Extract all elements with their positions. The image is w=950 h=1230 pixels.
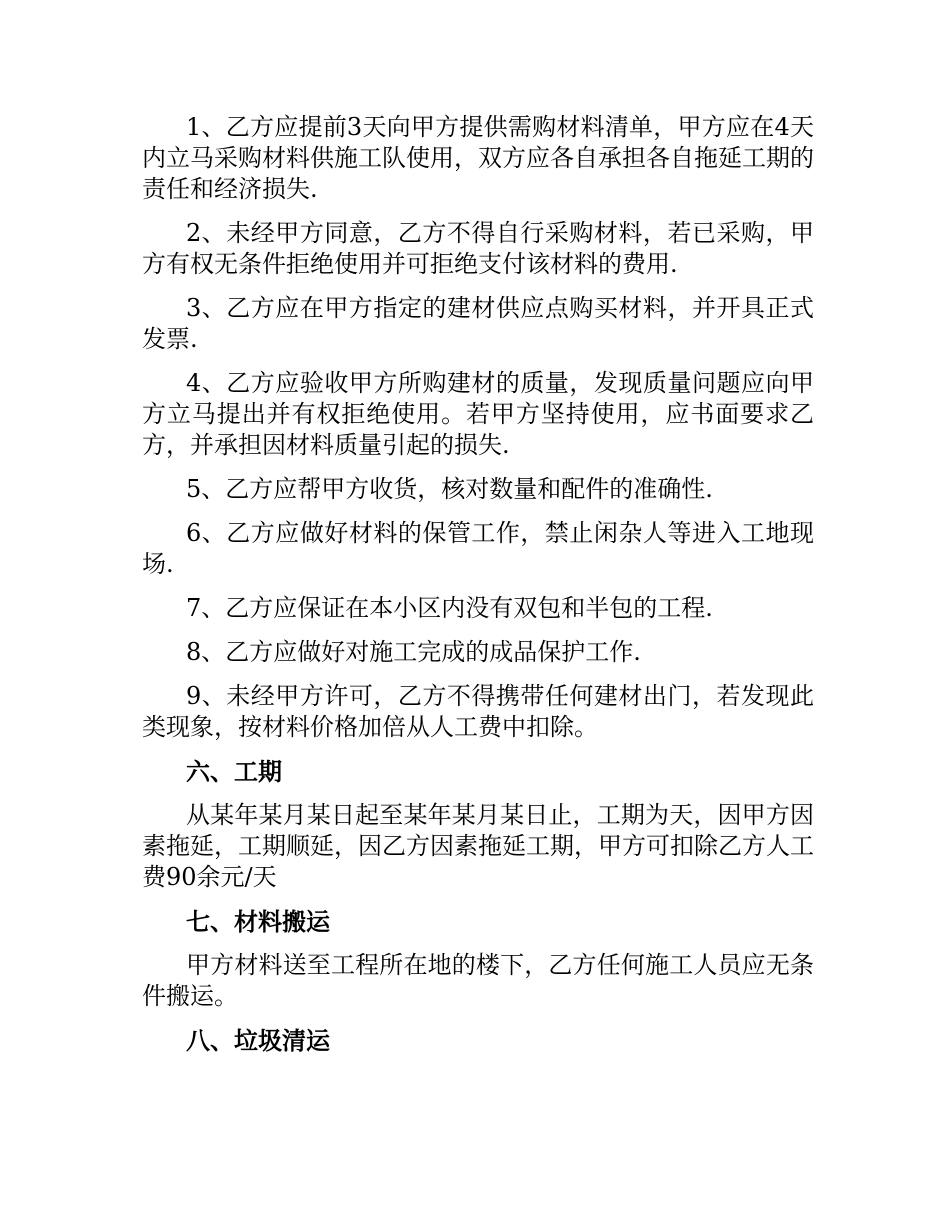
clause-4: 4、乙方应验收甲方所购建材的质量，发现质量问题应向甲方立马提出并有权拒绝使用。若甲方坚持使用，应书面要求乙方，并承担因材料质量引起的损失. bbox=[142, 369, 814, 459]
section-heading-schedule: 六、工期 bbox=[186, 757, 282, 786]
clause-5: 5、乙方应帮甲方收货，核对数量和配件的准确性. bbox=[186, 475, 713, 503]
clause-1: 1、乙方应提前3天向甲方提供需购材料清单，甲方应在4天内立马采购材料供施工队使用，双方应各自承担各自拖延工期的责任和经济损失. bbox=[142, 113, 814, 203]
section-heading-garbage-removal: 八、垃圾清运 bbox=[186, 1026, 330, 1055]
schedule-paragraph: 从某年某月某日起至某年某月某日止，工期为天，因甲方因素拖延，工期顺延，因乙方因素拖延工期，甲方可扣除乙方人工费90余元/天 bbox=[142, 801, 814, 891]
material-transport-paragraph: 甲方材料送至工程所在地的楼下，乙方任何施工人员应无条件搬运。 bbox=[142, 951, 814, 1010]
clause-9: 9、未经甲方许可，乙方不得携带任何建材出门，若发现此类现象，按材料价格加倍从人工费中扣除。 bbox=[142, 682, 814, 741]
section-heading-material-transport: 七、材料搬运 bbox=[186, 907, 330, 936]
clause-7: 7、乙方应保证在本小区内没有双包和半包的工程. bbox=[186, 594, 713, 622]
clause-6: 6、乙方应做好材料的保管工作，禁止闲杂人等进入工地现场. bbox=[142, 519, 814, 578]
clause-8: 8、乙方应做好对施工完成的成品保护工作. bbox=[186, 638, 641, 666]
clause-2: 2、未经甲方同意，乙方不得自行采购材料，若已采购，甲方有权无条件拒绝使用并可拒绝支付该材料的费用. bbox=[142, 219, 814, 278]
clause-3: 3、乙方应在甲方指定的建材供应点购买材料，并开具正式发票. bbox=[142, 294, 814, 353]
document-page bbox=[142, 112, 814, 1069]
